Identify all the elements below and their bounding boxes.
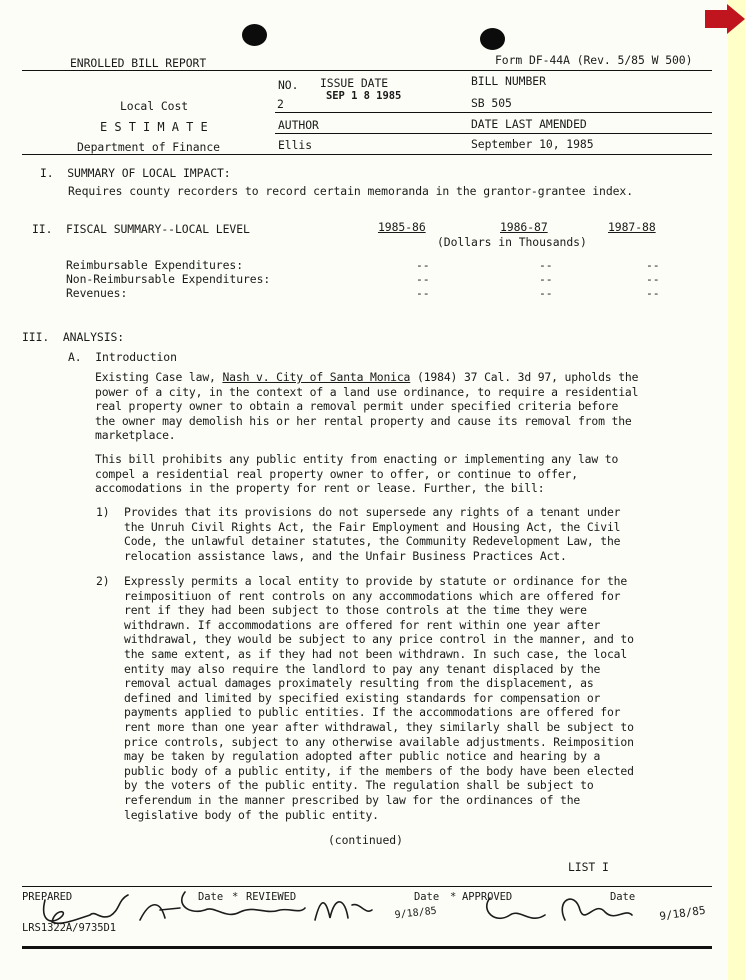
fiscal-row-value: --	[416, 286, 430, 300]
fiscal-row-value: --	[646, 286, 660, 300]
date-amended-label: DATE LAST AMENDED	[471, 117, 587, 131]
paragraph-text: (1984) 37 Cal. 3d 97, upholds the power of a city, in the context of a land use ordinance, to require a residential real property owner to obtain a removal permit under specified criteria before the owner may demolish his or her rental property and cause its removal from the marketplace.	[95, 370, 639, 443]
section-3-heading: III. ANALYSIS:	[22, 330, 125, 344]
fiscal-row-value: --	[646, 258, 660, 272]
fiscal-row-label: Revenues:	[66, 286, 128, 300]
corner-tab-marker	[705, 4, 745, 34]
item-1-number: 1)	[96, 505, 110, 519]
department-label: Department of Finance	[77, 140, 220, 154]
continued-label: (continued)	[328, 833, 403, 847]
report-title: ENROLLED BILL REPORT	[70, 56, 207, 70]
fiscal-row-value: --	[646, 272, 660, 286]
no-value: 2	[277, 97, 284, 111]
item-1-text: Provides that its provisions do not supersede any rights of a tenant under the Unruh Civil Rights Act, the Fair Employment and Housing Act, the Civil Code, the unlawful detainer statutes, the Community Redevelopment Law, the relocation assistance laws, and the Unfair Business Practices Act.	[124, 505, 621, 563]
fiscal-row-value: --	[416, 272, 430, 286]
section-1-heading: I. SUMMARY OF LOCAL IMPACT:	[40, 166, 231, 180]
file-code: LRS1322A/9735D1	[22, 922, 117, 934]
paragraph-bill-prohibits: This bill prohibits any public entity from enacting or implementing any law to compel a residential real property owner to offer, or continue to offer, accomodations in the property for rent or lease. Further, the bill:	[95, 452, 619, 496]
punch-hole-left	[242, 24, 267, 46]
author-label: AUTHOR	[278, 118, 319, 132]
fiscal-row-value: --	[539, 272, 553, 286]
fiscal-row-value: --	[539, 258, 553, 272]
reviewed-label: REVIEWED	[246, 891, 297, 903]
item-2-text: Expressly permits a local entity to provide by statute or ordinance for the reimpositiuon of rent controls on any accommodations which are offered for rent if they had been subject to those controls at the time they were withdrawn. If accommodations are offered for rent within one year after withdrawal, they would be subject to any price control in the manner, and to the same extent, as if they had not been withdrawn. In such case, the local entity may also require the landlord to pay any tenant displaced by the removal actual damages proximately resulting from the displacement, as defined and limited by specified existing standards for compensation or payments applied to public entities. If the accommodations are offered for rent more than one year after withdrawal, they similarly shall be subject to price controls, subject to any otherwise available adjustments. Reimposition may be taken by regulation adopted after public notice and hearing by a public body of a public entity, if the members of the body have been elected by the voters of the public entity. The regulation shall be subject to referendum in the manner prescribed by law for the ordinances of the legislative body of the public entity.	[124, 574, 634, 822]
paragraph-existing-law	[95, 370, 705, 443]
date-amended-value: September 10, 1985	[471, 137, 594, 151]
item-2-number: 2)	[96, 574, 110, 588]
no-label: NO.	[278, 78, 299, 92]
prepared-label: PREPARED	[22, 891, 73, 903]
fiscal-col-1987: 1987-88	[608, 220, 656, 234]
fiscal-units: (Dollars in Thousands)	[437, 235, 587, 249]
fiscal-row-label: Reimbursable Expenditures:	[66, 258, 244, 272]
header-rule-mid2	[275, 133, 712, 134]
header-rule-mid1	[275, 112, 712, 113]
signature-date: 9/18/85	[394, 905, 438, 921]
header-rule-top	[22, 70, 712, 71]
date-label: Date	[414, 891, 440, 903]
punch-hole-right	[480, 28, 505, 50]
star-marker: *	[450, 891, 457, 903]
subsection-a-heading: A. Introduction	[68, 350, 177, 364]
paragraph-text: Existing Case law,	[95, 370, 223, 384]
fiscal-row-value: --	[416, 258, 430, 272]
bill-number-value: SB 505	[471, 96, 512, 110]
fiscal-row-value: --	[539, 286, 553, 300]
star-marker: *	[232, 891, 239, 903]
fiscal-col-1985: 1985-86	[378, 220, 426, 234]
bill-number-label: BILL NUMBER	[471, 74, 546, 88]
estimate-label: E S T I M A T E	[100, 120, 208, 134]
date-label: Date	[610, 891, 636, 903]
issue-date-stamp: SEP 1 8 1985	[326, 90, 402, 102]
section-1-text: Requires county recorders to record certain memoranda in the grantor-grantee index.	[68, 184, 634, 198]
footer-rule-bottom	[22, 946, 712, 949]
section-2-heading: II. FISCAL SUMMARY--LOCAL LEVEL	[32, 222, 250, 236]
author-value: Ellis	[278, 138, 313, 152]
approved-label: APPROVED	[462, 891, 513, 903]
case-citation: Nash v. City of Santa Monica	[222, 370, 411, 384]
list-label: LIST I	[568, 860, 609, 874]
header-rule-bottom	[22, 154, 712, 155]
form-number: Form DF-44A (Rev. 5/85 W 500)	[495, 53, 693, 67]
local-cost-label: Local Cost	[120, 99, 189, 113]
fiscal-col-1986: 1986-87	[500, 220, 548, 234]
fiscal-row-label: Non-Reimbursable Expenditures:	[66, 272, 271, 286]
date-label: Date	[198, 891, 224, 903]
signature-date: 9/18/85	[658, 903, 707, 923]
issue-date-label: ISSUE DATE	[320, 76, 389, 90]
